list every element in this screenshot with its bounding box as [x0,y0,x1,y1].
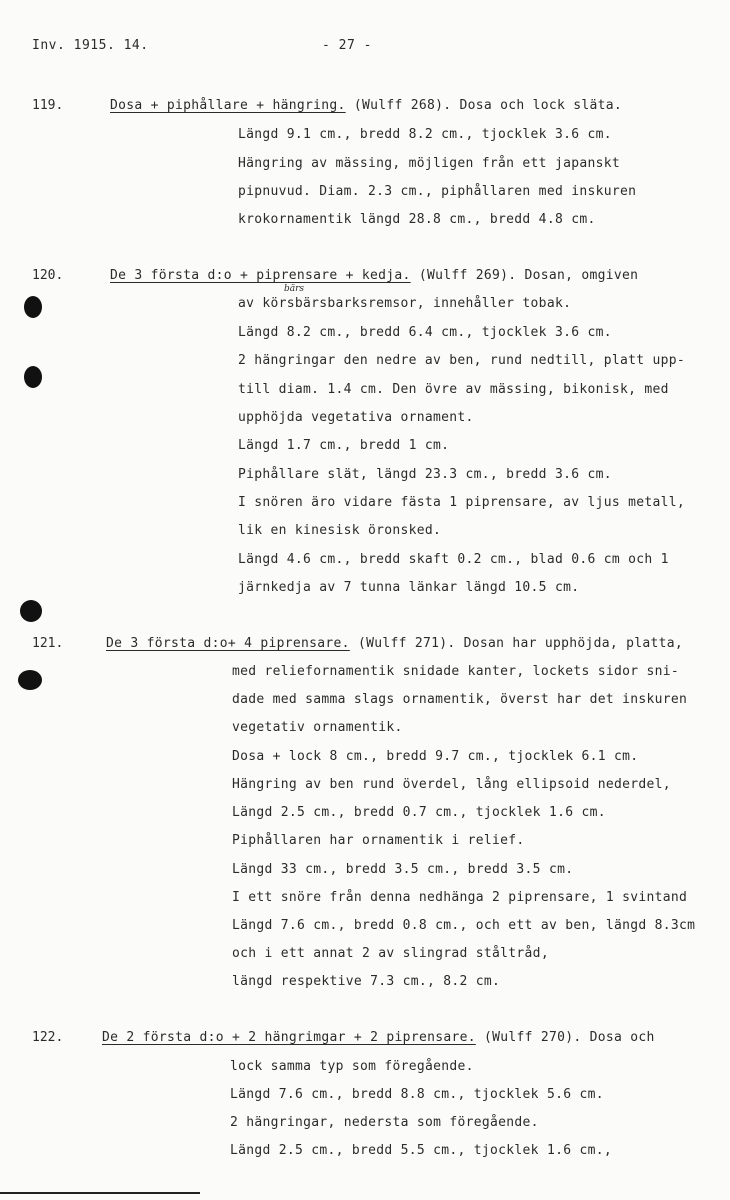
entry-line: Hängring av ben rund överdel, lång ellipsoid nederdel, [232,777,671,792]
entry-line: lik en kinesisk öronsked. [238,523,442,538]
punch-hole-icon [18,670,42,690]
entry-line: Längd 4.6 cm., bredd skaft 0.2 cm., blad 0.6 cm och 1 [238,552,669,567]
punch-hole-icon [24,296,42,318]
entry-line: upphöjda vegetativa ornament. [238,410,474,425]
entry-title-line [110,98,622,113]
punch-hole-icon [20,600,42,622]
entry-number: 120. [32,268,64,283]
entry-number: 122. [32,1030,64,1045]
entry-title: De 3 första d:o+ 4 piprensare. [106,636,350,651]
entry-line: Längd 33 cm., bredd 3.5 cm., bredd 3.5 cm. [232,862,574,877]
entry-title: De 2 första d:o + 2 hängrimgar + 2 piprensare. [102,1030,476,1045]
entry-line: Längd 9.1 cm., bredd 8.2 cm., tjocklek 3.6 cm. [238,127,612,142]
entry-line: järnkedja av 7 tunna länkar längd 10.5 cm. [238,580,580,595]
entry-line: I snören äro vidare fästa 1 piprensare, av ljus metall, [238,495,685,510]
entry-line: 2 hängringar, nedersta som föregående. [230,1115,539,1130]
entry-line: Längd 2.5 cm., bredd 5.5 cm., tjocklek 1.6 cm., [230,1143,612,1158]
entry-line: Piphållare slät, längd 23.3 cm., bredd 3.6 cm. [238,467,612,482]
entry-line: längd respektive 7.3 cm., 8.2 cm. [232,974,501,989]
entry-line: Hängring av mässing, möjligen från ett japanskt [238,156,620,171]
page-number: - 27 - [322,38,372,53]
entry-title-rest: (Wulff 271). Dosan har upphöjda, platta, [349,636,684,651]
entry-number: 119. [32,98,64,113]
entry-title: Dosa + piphållare + hängring. [110,98,346,113]
entry-line: av körsbärsbarksremsor, innehåller tobak. [238,296,572,311]
entry-title-line [110,268,638,283]
entry-line: Längd 2.5 cm., bredd 0.7 cm., tjocklek 1.6 cm. [232,805,606,820]
entry-line: Längd 7.6 cm., bredd 0.8 cm., och ett av ben, längd 8.3cm [232,918,696,933]
inventory-header: Inv. 1915. 14. [32,38,149,53]
entry-line: lock samma typ som föregående. [230,1059,474,1074]
entry-title-line [102,1030,655,1045]
entry-number: 121. [32,636,64,651]
entry-line: pipnuvud. Diam. 2.3 cm., piphållaren med inskuren [238,184,637,199]
punch-hole-icon [24,366,42,388]
handwritten-insert: bärs [284,284,305,294]
entry-title-rest: (Wulff 269). Dosan, omgiven [410,268,639,283]
entry-line: Dosa + lock 8 cm., bredd 9.7 cm., tjocklek 6.1 cm. [232,749,639,764]
entry-line: 2 hängringar den nedre av ben, rund nedtill, platt upp- [238,353,685,368]
entry-title-rest: (Wulff 270). Dosa och [475,1030,655,1045]
entry-line: Längd 7.6 cm., bredd 8.8 cm., tjocklek 5.6 cm. [230,1087,604,1102]
entry-line: vegetativ ornamentik. [232,720,403,735]
entry-line: till diam. 1.4 cm. Den övre av mässing, bikonisk, med [238,382,669,397]
entry-title-rest: (Wulff 268). Dosa och lock släta. [345,98,622,113]
entry-line: dade med samma slags ornamentik, överst har det inskuren [232,692,688,707]
entry-line: krokornamentik längd 28.8 cm., bredd 4.8 cm. [238,212,596,227]
entry-line: Längd 1.7 cm., bredd 1 cm. [238,438,450,453]
entry-line: Längd 8.2 cm., bredd 6.4 cm., tjocklek 3.6 cm. [238,325,612,340]
entry-line: Piphållaren har ornamentik i relief. [232,833,525,848]
entry-line: I ett snöre från denna nedhänga 2 piprensare, 1 svintand [232,890,688,905]
entry-title-line [106,636,683,651]
entry-line: och i ett annat 2 av slingrad ståltråd, [232,946,549,961]
entry-line: med reliefornamentik snidade kanter, lockets sidor sni- [232,664,679,679]
entry-title: De 3 första d:o + piprensare + kedja. [110,268,411,283]
bottom-rule [0,1192,200,1194]
